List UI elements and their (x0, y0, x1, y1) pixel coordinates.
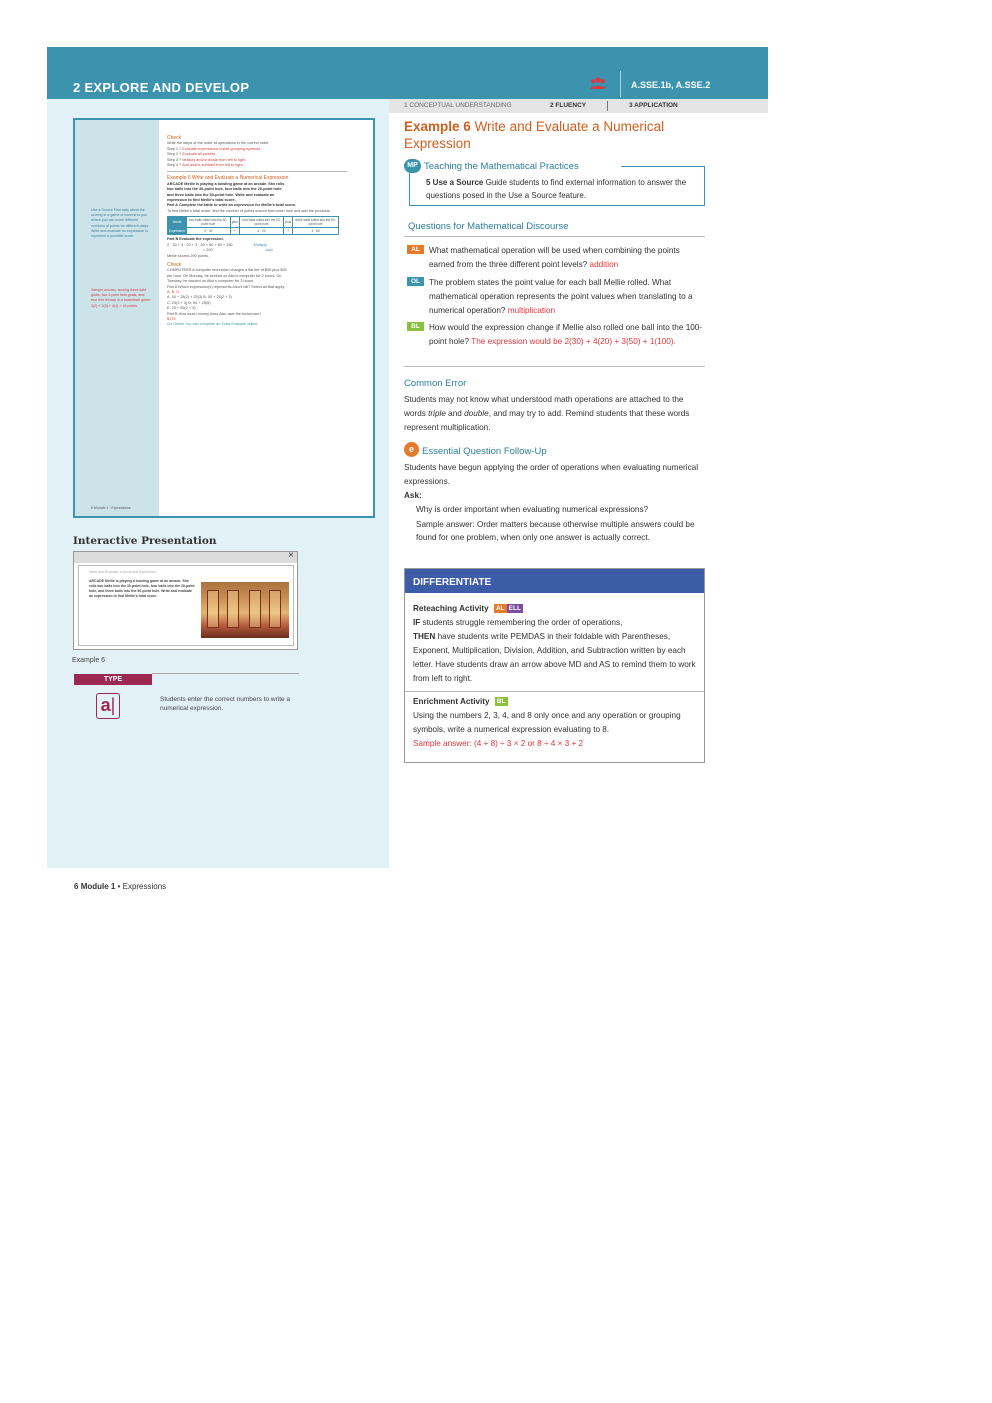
thumbnail-computers-text: Tuesday, he worked on Aiko's computer for 3 hours. (167, 279, 255, 284)
level-badge-ell: ELL (508, 605, 521, 612)
common-error-heading: Common Error (404, 378, 467, 389)
type-rule (152, 673, 299, 674)
thumbnail-part-a2: Part A Which expression(s) represents Aiko's bill? Select all that apply. (167, 284, 285, 289)
framework-conceptual: 1 CONCEPTUAL UNDERSTANDING (404, 102, 512, 109)
level-badge-al: AL (495, 605, 505, 612)
thumbnail-sidebar (75, 120, 159, 516)
math-practices-icon: MP (404, 159, 421, 173)
reteaching-title: Reteaching Activity AL ELL (413, 604, 521, 613)
level-badge-ol: OL (407, 277, 424, 286)
table-row: Expression 2 · 30 + 4 · 20 + 3 · 50 (168, 228, 339, 235)
discourse-rule (404, 236, 705, 237)
enrichment-title: Enrichment Activity BL (413, 697, 506, 706)
thumbnail-result: Mellie scored 290 points. (167, 253, 209, 258)
thumbnail-side-note: Use a Source Find data about the scoring in a game of interest to you where you can score different numbers of points for different plays. Write and evaluate an expression to represent a possible score. (91, 208, 150, 239)
thumbnail-option: E. 25 + 50(2 + 3) (167, 306, 196, 311)
close-icon[interactable]: × (288, 550, 294, 561)
enrichment-text: Using the numbers 2, 3, 4, and 8 only once and any operation or grouping symbols, write a numerical expression evaluating to 8. (413, 711, 681, 734)
type-description: Students enter the correct numbers to write a numerical expression. (160, 696, 291, 712)
differentiate-box (404, 568, 705, 763)
thumbnail-step: Step 4 ? Add and/or subtract from left to right. (167, 163, 244, 168)
level-badge-al: AL (407, 245, 424, 254)
interactive-presentation-window[interactable] (73, 551, 298, 650)
reteaching-if: IF students struggle remembering the order of operations, (413, 618, 623, 627)
thumbnail-part-a: Part A Complete the table to write an expression for Mellie's total score. (167, 203, 297, 208)
arcade-photo (201, 582, 289, 638)
thumbnail-rule (167, 171, 347, 172)
thumbnail-step: Step 3 ? Multiply and/or divide from left to right. (167, 157, 247, 162)
practices-heading-text: Teaching the Mathematical Practices (424, 161, 579, 172)
thumbnail-arcade-text: ARCADE Mellie is playing a bowling game at an arcade. She rolls (167, 181, 285, 186)
thumbnail-check-heading: Check (167, 261, 182, 268)
thumbnail-arcade-text: expression to find Mellie's total score. (167, 198, 236, 203)
student-page-thumbnail (73, 118, 375, 518)
thumbnail-evaluate: 2 · 30 + 4 · 20 + 3 · 50 = 60 + 80 + 150 Multiply. (167, 242, 268, 247)
type-text-icon: a| (96, 693, 120, 719)
thumbnail-evaluate: = 290 Add. (203, 248, 274, 253)
thumbnail-option: A. 50 + 25(2) + 25(3) B. 50 + 25(2 + 3) (167, 295, 232, 300)
thumbnail-computers-text: COMPUTERS A computer technician charges a flat fee of $50 plus $25 (167, 268, 287, 273)
example-title: Example 6 Write and Evaluate a Numerical Expression (404, 119, 665, 151)
thumbnail-table (167, 216, 339, 235)
discourse-end-rule (404, 366, 705, 367)
practices-body: 5 Use a Source Guide students to find external information to answer the questions posed in the Use a Source feature. (426, 178, 687, 200)
question-text: How would the expression change if Mellie also rolled one ball into the 100-point hole? The expression would be 2(30) + 4(20) + 3(50) + 1(100). (429, 323, 703, 346)
thumbnail-answer: $175 (167, 316, 176, 321)
thumbnail-go-online: Go Online You can complete an Extra Example online. (167, 322, 259, 327)
differentiate-separator (405, 691, 704, 692)
framework-separator (607, 101, 608, 111)
thumbnail-step: Step 2 ? Evaluate all powers. (167, 152, 217, 157)
framework-bar (389, 99, 768, 113)
section-title: 2 EXPLORE AND DEVELOP (73, 80, 250, 95)
thumbnail-part-b: Part B Evaluate the expression. (167, 237, 224, 242)
thumbnail-check-prompt: Write the steps of the order of operations in the correct order. (167, 141, 270, 146)
thumbnail-option: C. 25(3 + 3) D. 50 + 25(5) (167, 300, 211, 305)
essential-heading: Essential Question Follow-Up (422, 446, 547, 457)
table-row: Words two balls rolled into the 30-point hole plus four balls rolled into the 20-point hole plus three balls rolled into the 50-point hole (168, 217, 339, 228)
header-divider (620, 71, 621, 97)
thumbnail-computers-text: per hour. On Monday, he worked on Aiko's computer for 2 hours. On (167, 273, 282, 278)
type-tab: TYPE (74, 674, 152, 685)
thumbnail-answer: A, B, D (167, 289, 180, 294)
ask-label: Ask: (404, 491, 422, 500)
essential-question: Why is order important when evaluating numerical expressions? (416, 505, 649, 514)
slide-text (89, 570, 197, 599)
essential-question-icon: e (404, 442, 419, 457)
group-icon (590, 76, 606, 90)
reteaching-activity (413, 602, 701, 686)
level-badge-bl: BL (407, 322, 424, 331)
thumbnail-check-heading: Check (167, 135, 182, 141)
thumbnail-arcade-text: and three balls into the 50-point hole. Write and evaluate an (167, 192, 275, 197)
thumbnail-footer: 6 Module 1 · Expressions (91, 506, 131, 510)
thumbnail-example-heading: Example 6 Write and Evaluate a Numerical Expression (167, 175, 289, 182)
section-header (47, 47, 768, 99)
question-text: What mathematical operation will be used when combining the points earned from the three different point levels? addition (429, 246, 680, 269)
enrichment-activity (413, 695, 701, 751)
essential-answer: Sample answer: Order matters because otherwise multiple answers could be found for one problem, when only one answer is actually correct. (416, 520, 695, 542)
reteaching-then: THEN have students write PEMDAS in their foldable with Parentheses, Exponent, Multiplication, Division, Addition, and Subtraction written by each letter. Have students draw an arrow above MD and AS to remind them to work from left to right. (413, 632, 696, 683)
question-text: The problem states the point value for each ball Mellie rolled. What mathematical operation represents the point values when translating to a numerical operation? multiplication (429, 278, 693, 315)
window-titlebar (74, 552, 297, 563)
framework-application: 3 APPLICATION (629, 102, 678, 109)
thumbnail-arcade-text: two balls into the 30-point hole, four balls into the 20-point hole, (167, 187, 283, 192)
presentation-caption: Example 6 (72, 657, 106, 664)
interactive-presentation-title: Interactive Presentation (73, 535, 217, 547)
presentation-slide (78, 565, 294, 646)
essential-text: Students have begun applying the order of operations when evaluating numerical expressions. (404, 463, 699, 486)
differentiate-header: DIFFERENTIATE (405, 569, 704, 593)
common-error-text: Students may not know what understood math operations are attached to the words triple and double, and may try to add. Remind students that these words represent multiplication. (404, 395, 690, 432)
framework-fluency: 2 FLUENCY (550, 102, 587, 109)
slide-body: ARCADE Mellie is playing a bowling game at an arcade. She rolls two balls into the 30-point hole, four balls into the 20-point hole, and three balls into the 50-point hole. Write and evaluate an expression to find Mellie's total score. (89, 579, 195, 598)
thumbnail-step: Step 1 ? Evaluate expressions inside grouping symbols. (167, 146, 262, 151)
discourse-heading: Questions for Mathematical Discourse (408, 221, 569, 232)
slide-heading: Write and Evaluate a Numerical Expression (89, 570, 157, 574)
thumbnail-content (167, 136, 347, 328)
practices-box (409, 166, 705, 206)
page-footer: 6 Module 1 • Expressions (74, 882, 167, 891)
thumbnail-table-intro: To find Mellie's total score, find the number of points scored from each hole and add the products. (167, 208, 331, 213)
thumbnail-side-answer: Sample answer: scoring three field goals, two 3-point field goals, and four free throws in a basketball game: 3(2) + 2(3) + 4(1) = 16 points (91, 288, 151, 308)
thumbnail-part-b2: Part B How much money does Aiko owe the technician? (167, 311, 262, 316)
enrichment-answer: Sample answer: (4 + 8) ÷ 3 × 2 or 8 ÷ 4 × 3 + 2 (413, 739, 584, 748)
level-badge-bl: BL (496, 698, 506, 705)
standards-label: A.SSE.1b, A.SSE.2 (631, 80, 711, 90)
